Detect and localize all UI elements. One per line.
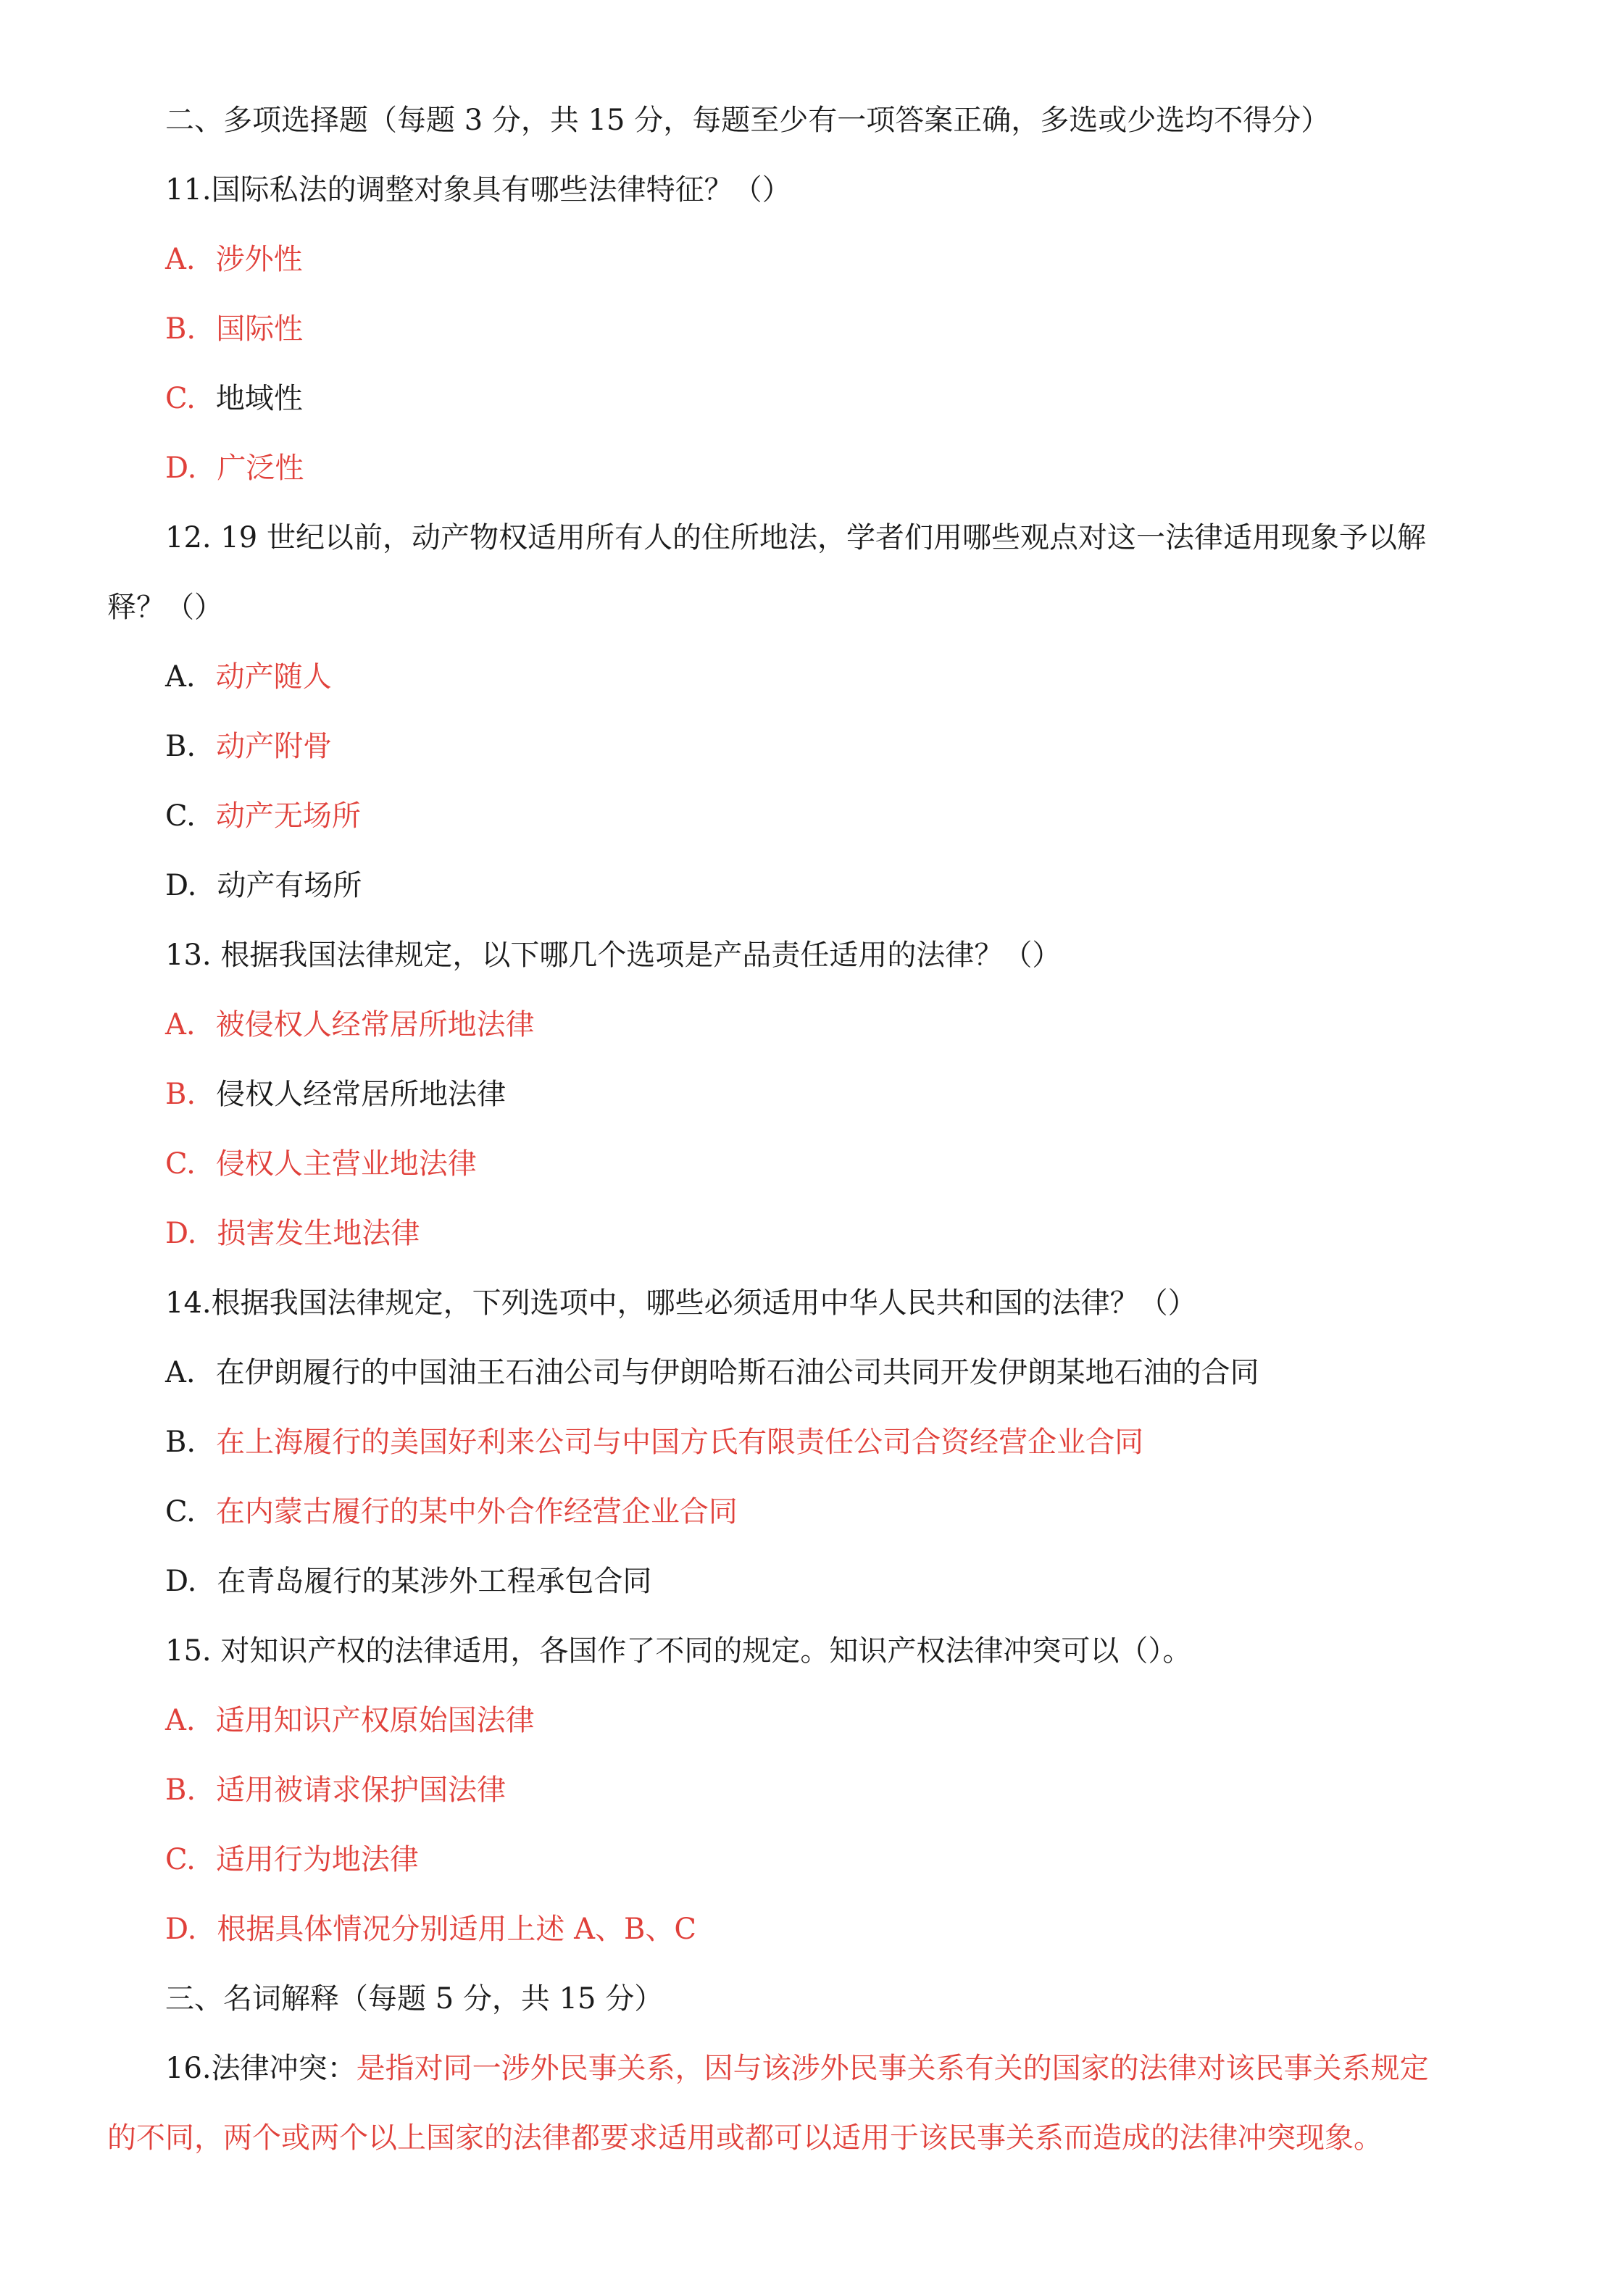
q12-option-b: [165, 725, 332, 768]
option-letter: A.: [165, 1008, 196, 1041]
q15-option-d: [165, 1908, 696, 1951]
option-text: 动产有场所: [217, 869, 362, 902]
section-3-heading: 三、名词解释（每题 5 分，共 15 分）: [165, 1982, 664, 2016]
option-text: 根据具体情况分别适用上述 A、B、C: [217, 1913, 696, 1946]
option-text: 在上海履行的美国好利来公司与中国方氏有限责任公司合资经营企业合同: [216, 1426, 1144, 1459]
option-text: 在伊朗履行的中国油王石油公司与伊朗哈斯石油公司共同开发伊朗某地石油的合同: [215, 1356, 1259, 1389]
option-letter: C.: [165, 1495, 196, 1528]
question-16-line-1: [165, 2047, 1429, 2090]
option-text: 动产附骨: [216, 730, 333, 763]
question-12-stem-line-1: 12. 19 世纪以前，动产物权适用所有人的住所地法，学者们用哪些观点对这一法律适用现象予以解: [165, 521, 1426, 554]
option-letter: D.: [165, 869, 197, 902]
option-letter: C.: [165, 799, 196, 833]
q11-option-d: [165, 446, 304, 490]
q14-option-c: [165, 1490, 738, 1534]
option-letter: A.: [165, 660, 196, 694]
option-letter: C.: [165, 382, 196, 415]
option-letter: D.: [165, 1217, 197, 1250]
q15-option-a: [165, 1699, 535, 1742]
option-text: 适用被请求保护国法律: [216, 1773, 507, 1807]
option-letter: B.: [165, 312, 196, 346]
option-text: 适用行为地法律: [215, 1843, 419, 1876]
option-text: 在内蒙古履行的某中外合作经营企业合同: [215, 1495, 738, 1528]
option-letter: A.: [165, 243, 196, 276]
option-text: 适用知识产权原始国法律: [215, 1704, 535, 1737]
question-12-stem-line-2: 释？（）: [107, 591, 223, 624]
q14-option-a: [165, 1351, 1259, 1394]
option-text: 国际性: [216, 312, 304, 346]
section-2-heading: 二、多项选择题（每题 3 分，共 15 分，每题至少有一项答案正确，多选或少选均不得分）: [165, 104, 1330, 137]
q13-option-b: [165, 1073, 506, 1116]
q15-option-b: [165, 1768, 506, 1812]
question-16-line-2: 的不同，两个或两个以上国家的法律都要求适用或都可以适用于该民事关系而造成的法律冲突现象。: [107, 2121, 1383, 2155]
option-letter: D.: [165, 1913, 197, 1946]
option-letter: C.: [165, 1843, 196, 1876]
option-text: 被侵权人经常居所地法律: [215, 1008, 535, 1041]
option-letter: B.: [165, 1426, 196, 1459]
q11-option-b: [165, 307, 303, 351]
option-text: 侵权人主营业地法律: [215, 1147, 477, 1181]
q14-option-d: [165, 1560, 651, 1603]
question-15-stem: 15. 对知识产权的法律适用，各国作了不同的规定。知识产权法律冲突可以（）。: [165, 1634, 1192, 1668]
q13-option-c: [165, 1142, 477, 1186]
q12-option-a: [165, 655, 332, 699]
q12-option-d: [165, 864, 362, 907]
option-text: 侵权人经常居所地法律: [216, 1078, 507, 1111]
q11-option-a: [165, 238, 303, 281]
term-label: 16.法律冲突：: [165, 2052, 357, 2085]
question-14-stem: 14.根据我国法律规定，下列选项中，哪些必须适用中华人民共和国的法律？（）: [165, 1286, 1197, 1320]
option-text: 动产随人: [215, 660, 332, 694]
term-definition-part-1: 是指对同一涉外民事关系，因与该涉外民事关系有关的国家的法律对该民事关系规定: [356, 2052, 1429, 2085]
option-text: 地域性: [215, 382, 303, 415]
q12-option-c: [165, 794, 361, 838]
option-text: 在青岛履行的某涉外工程承包合同: [217, 1565, 652, 1598]
q11-option-c: [165, 377, 303, 420]
option-letter: D.: [165, 452, 197, 485]
q15-option-c: [165, 1838, 419, 1881]
option-text: 涉外性: [215, 243, 303, 276]
question-13-stem: 13. 根据我国法律规定，以下哪几个选项是产品责任适用的法律？（）: [165, 939, 1062, 972]
q13-option-d: [165, 1212, 420, 1255]
option-letter: A.: [165, 1704, 196, 1737]
option-letter: B.: [165, 1078, 196, 1111]
option-letter: A.: [165, 1356, 196, 1389]
option-letter: D.: [165, 1565, 197, 1598]
option-text: 损害发生地法律: [217, 1217, 420, 1250]
option-text: 动产无场所: [215, 799, 361, 833]
q13-option-a: [165, 1003, 535, 1047]
option-letter: B.: [165, 730, 196, 763]
q14-option-b: [165, 1421, 1143, 1464]
option-text: 广泛性: [217, 452, 304, 485]
question-11-stem: 11.国际私法的调整对象具有哪些法律特征？（）: [165, 173, 791, 207]
option-letter: B.: [165, 1773, 196, 1807]
option-letter: C.: [165, 1147, 196, 1181]
